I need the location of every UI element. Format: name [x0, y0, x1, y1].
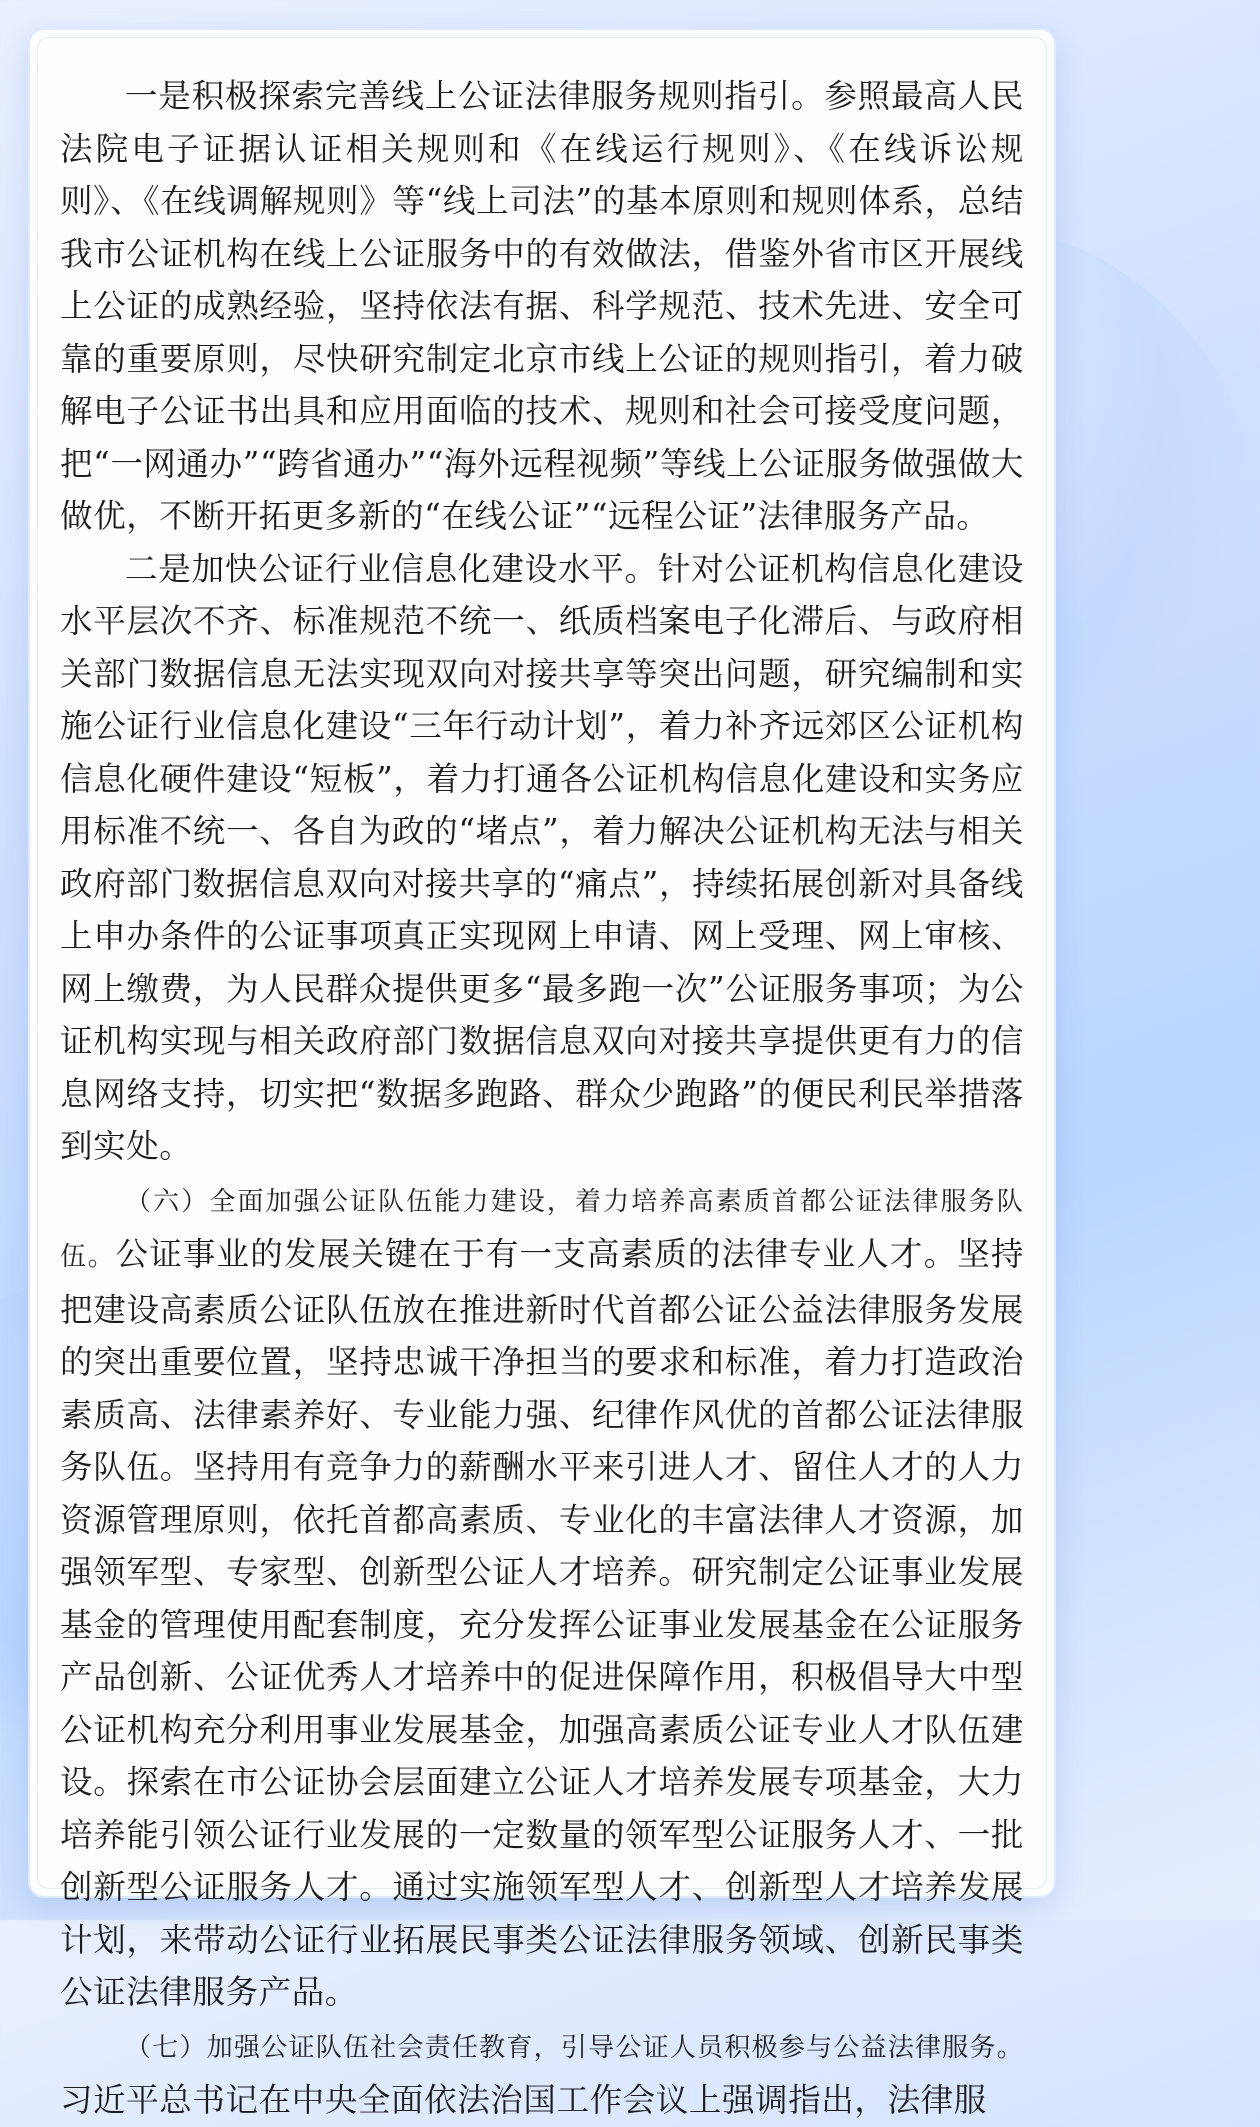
paragraph-2 — [60, 543, 1024, 1173]
paragraph-3 — [60, 1173, 1024, 2019]
paragraph-4 — [60, 2019, 1024, 2127]
paragraph-1 — [60, 70, 1024, 543]
section-6-heading: （六）全面加强公证队伍能力建设，着力培养高素质首都公证法律服务队伍。 — [60, 1186, 1024, 1272]
document-card — [28, 28, 1056, 2119]
paragraph-4-text: 习近平总书记在中央全面依法治国工作会议上强调指出，法律服 — [60, 2081, 987, 2119]
paragraph-1-text: 一是积极探索完善线上公证法律服务规则指引。参照最高人民法院电子证据认证相关规则和《在线运行规则》、《在线诉讼规则》、《在线调解规则》等“线上司法”的基本原则和规则体系，总结我市公证机构在线上公证服务中的有效做法，借鉴外省市区开展线上公证的成熟经验，坚持依法有据、科学规范、技术先进、安全可靠的重要原则，尽快研究制定北京市线上公证的规则指引，着力破解电子公证书出具和应用面临的技术、规则和社会可接受度问题，把“一网通办”“跨省通办”“海外远程视频”等线上公证服务做强做大做优，不断开拓更多新的“在线公证”“远程公证”法律服务产品。 — [60, 77, 1024, 535]
section-7-heading: （七）加强公证队伍社会责任教育，引导公证人员积极参与公益法律服务。 — [125, 2032, 1024, 2063]
paragraph-3-text: 公证事业的发展关键在于有一支高素质的法律专业人才。坚持把建设高素质公证队伍放在推进新时代首都公证公益法律服务发展的突出重要位置，坚持忠诚干净担当的要求和标准，着力打造政治素质高、法律素养好、专业能力强、纪律作风优的首都公证法律服务队伍。坚持用有竞争力的薪酬水平来引进人才、留住人才的人力资源管理原则，依托首都高素质、专业化的丰富法律人才资源，加强领军型、专家型、创新型公证人才培养。研究制定公证事业发展基金的管理使用配套制度，充分发挥公证事业发展基金在公证服务产品创新、公证优秀人才培养中的促进保障作用，积极倡导大中型公证机构充分利用事业发展基金，加强高素质公证专业人才队伍建设。探索在市公证协会层面建立公证人才培养发展专项基金，大力培养能引领公证行业发展的一定数量的领军型公证服务人才、一批创新型公证服务人才。通过实施领军型人才、创新型人才培养发展计划，来带动公证行业拓展民事类公证法律服务领域、创新民事类公证法律服务产品。 — [60, 1235, 1025, 2011]
paragraph-2-text: 二是加快公证行业信息化建设水平。针对公证机构信息化建设水平层次不齐、标准规范不统一、纸质档案电子化滞后、与政府相关部门数据信息无法实现双向对接共享等突出问题，研究编制和实施公证行业信息化建设“三年行动计划”，着力补齐远郊区公证机构信息化硬件建设“短板”，着力打通各公证机构信息化建设和实务应用标准不统一、各自为政的“堵点”，着力解决公证机构无法与相关政府部门数据信息双向对接共享的“痛点”，持续拓展创新对具备线上申办条件的公证事项真正实现网上申请、网上受理、网上审核、网上缴费，为人民群众提供更多“最多跑一次”公证服务事项；为公证机构实现与相关政府部门数据信息双向对接共享提供更有力的信息网络支持，切实把“数据多跑路、群众少跑路”的便民利民举措落到实处。 — [60, 549, 1024, 1165]
document-body — [30, 30, 1054, 2127]
